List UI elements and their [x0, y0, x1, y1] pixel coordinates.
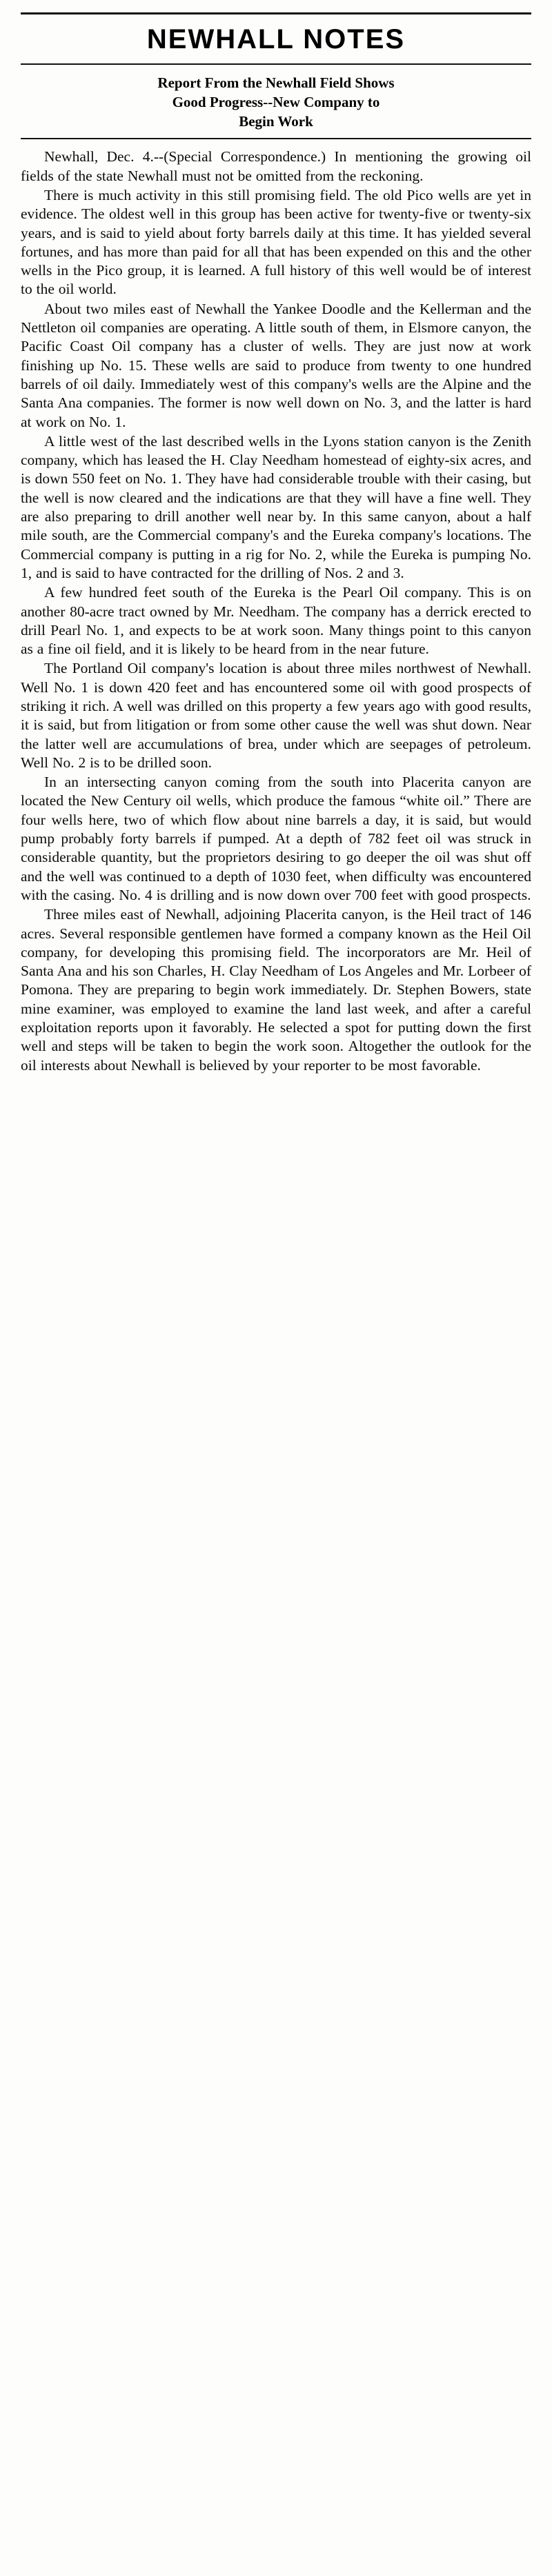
subheadline-divider-rule — [21, 138, 531, 139]
article-paragraph: A few hundred feet south of the Eureka is the Pearl Oil company. This is on another 80-acre tract owned by Mr. Needham. The company has a derrick erected to drill Pearl No. 1, and expects to be at work soon. Many things point to this canyon as a fine oil field, and it is likely to be heard from in the near future. — [21, 584, 531, 658]
article-paragraph: The Portland Oil company's location is about three miles northwest of Newhall. Well No. 1 is down 420 feet and has encountered some oil with good prospects of striking it rich. A well was drilled on this property a few years ago with good results, it is said, but from litigation or from some other cause the well was shut down. Near the latter well are accumulations of brea, under which are seepages of petroleum. Well No. 2 is to be drilled soon. — [21, 660, 531, 771]
top-divider-rule — [21, 12, 531, 14]
article-paragraph: About two miles east of Newhall the Yankee Doodle and the Kellerman and the Nettleton oil companies are operating. A little south of them, in Elsmore canyon, the Pacific Coast Oil company has a cluster of wells. They are just now at work finishing up No. 15. These wells are said to produce from twenty to one hundred barrels of oil daily. Immediately west of this company's wells are the Alpine and the Santa Ana companies. The former is now well down on No. 3, and the latter is hard at work on No. 1. — [21, 300, 531, 430]
article-body — [21, 148, 531, 1075]
subheadline-line-1: Report From the Newhall Field Shows — [157, 74, 395, 91]
article-paragraph: Three miles east of Newhall, adjoining Placerita canyon, is the Heil tract of 146 acres. Several responsible gentlemen have formed a company known as the Heil Oil company, for developing this promising field. The incorporators are Mr. Heil of Santa Ana and his son Charles, H. Clay Needham of Los Angeles and Mr. Lorbeer of Pomona. They are preparing to begin work immediately. Dr. Stephen Bowers, state mine examiner, was employed to examine the land last week, and after a careful exploitation reports upon it favorably. He selected a spot for putting down the first well and steps will be taken to begin the work soon. Altogether the outlook for the oil interests about Newhall is believed by your reporter to be most favorable. — [21, 906, 531, 1074]
article-paragraph: There is much activity in this still promising field. The old Pico wells are yet in evidence. The oldest well in this group has been active for twenty-five or twenty-six years, and is said to yield about forty barrels daily at this time. It has yielded several fortunes, and has more than paid for all that has been expended on this and the other wells in the Pico group, it is learned. A full history of this well would be of interest to the oil world. — [21, 186, 531, 298]
subheadline-line-3: Begin Work — [239, 113, 313, 130]
page-title: NEWHALL NOTES — [146, 24, 406, 54]
article-paragraph: In an intersecting canyon coming from the south into Placerita canyon are located the New Century oil wells, which produce the famous “white oil.” There are four wells here, two of which flow about nine barrels a day, it is said, but would pump probably forty barrels if pumped. At a depth of 782 feet oil was struck in considerable quantity, but the proprietors desiring to go deeper the oil was shut off and the well was continued to a depth of 1030 feet, when difficulty was encountered with the casing. No. 4 is drilling and is now down over 700 feet with good prospects. — [21, 774, 531, 903]
subheadline — [26, 73, 526, 131]
headline-divider-rule — [21, 63, 531, 65]
article-paragraph: Newhall, Dec. 4.--(Special Correspondence.) In mentioning the growing oil fields of the state Newhall must not be omitted from the reckoning. — [21, 148, 531, 184]
article-paragraph: A little west of the last described wells in the Lyons station canyon is the Zenith company, which has leased the H. Clay Needham homestead of eighty-six acres, and is down 550 feet on No. 1. They have had considerable trouble with their casing, but the well is now cleared and the indications are that they will have a fine well. They are also preparing to drill another well near by. In this same canyon, about a half mile south, are the Commercial company's and the Eureka company's locations. The Commercial company is putting in a rig for No. 2, while the Eureka is pumping No. 1, and is said to have contracted for the drilling of Nos. 2 and 3. — [21, 432, 531, 581]
subheadline-line-2: Good Progress--New Company to — [172, 94, 380, 111]
